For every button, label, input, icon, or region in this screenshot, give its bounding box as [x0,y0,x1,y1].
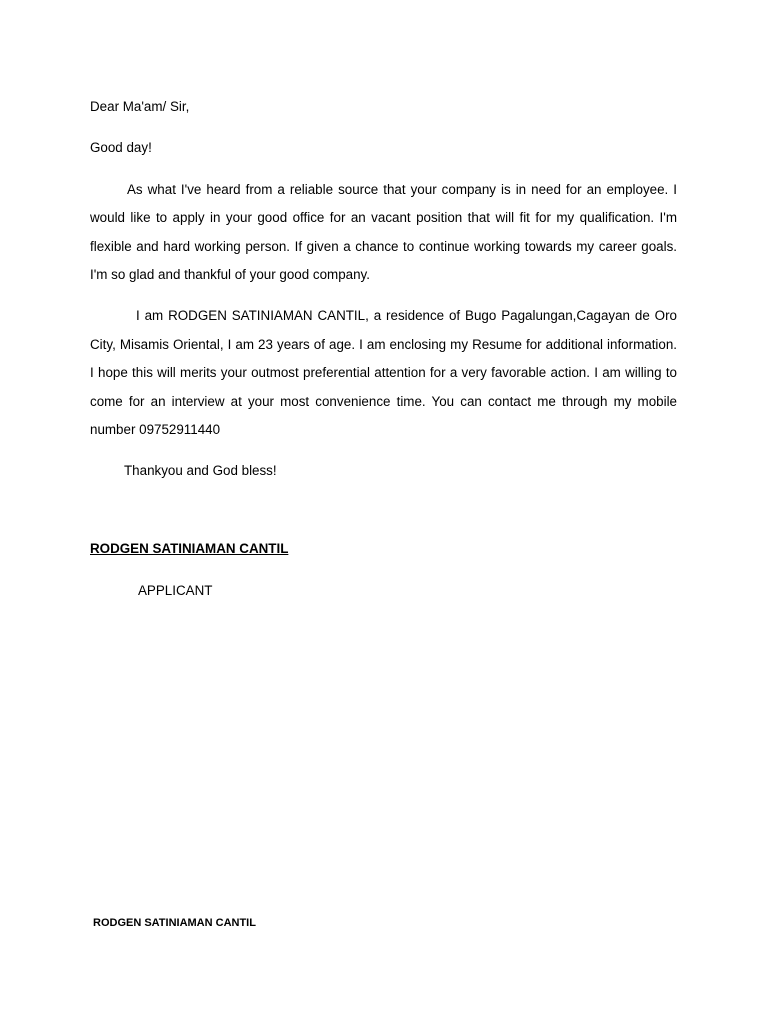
paragraph-details: I am RODGEN SATINIAMAN CANTIL, a residence of Bugo Pagalungan,Cagayan de Oro City, Misamis Oriental, I am 23 years of age. I am enclosing my Resume for additional information. I hope this will merits your outmost preferential attention for a very favorable action. I am willing to come for an interview at your most convenience time. You can contact me through my mobile number 09752911440 [90,308,677,438]
closing-line: Thankyou and God bless! [124,463,277,479]
letter-body [90,93,677,486]
paragraph-intro: As what I've heard from a reliable source that your company is in need for an employee. I would like to apply in your good office for an vacant position that will fit for my qualification. I'm flexible and hard working person. If given a chance to continue working towards my career goals. I'm so glad and thankful of your good company. [90,181,677,283]
signature-name: RODGEN SATINIAMAN CANTIL [90,541,289,556]
opening-line: Good day! [90,140,152,156]
footer-name: RODGEN SATINIAMAN CANTIL [93,917,256,929]
signature-role: APPLICANT [138,583,213,598]
salutation: Dear Ma'am/ Sir, [90,99,190,114]
